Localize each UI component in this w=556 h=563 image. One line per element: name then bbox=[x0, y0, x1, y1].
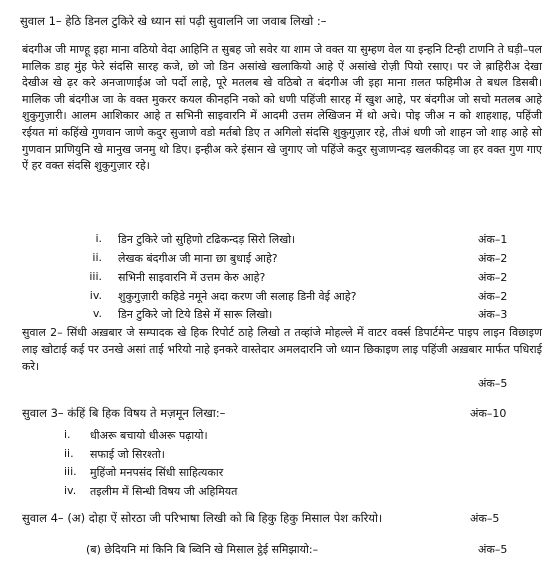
topic-number: iv. bbox=[64, 484, 77, 497]
sub-text: लेखक बंदगीअ जी माना छा बुधाई आहे? bbox=[118, 252, 278, 265]
sub-number: v. bbox=[92, 307, 102, 320]
question-3-topic-1 bbox=[0, 428, 556, 446]
question-1-title: सुवाल 1– हेठि डिनल टुकिरे खे ध्यान सां पढ़ी सुवालनि जा जवाब लिखो :– bbox=[20, 14, 327, 28]
question-4b-marks: अंक–5 bbox=[478, 543, 508, 556]
sub-number: iv. bbox=[89, 289, 102, 302]
question-1-sub-3 bbox=[0, 270, 556, 288]
topic-number: i. bbox=[64, 428, 71, 441]
sub-marks: अंक–2 bbox=[478, 252, 508, 265]
sub-marks: अंक–3 bbox=[478, 308, 508, 321]
question-3-topic-3 bbox=[0, 465, 556, 483]
topic-text: सफाई जो सिरश्तो। bbox=[90, 448, 165, 461]
topic-number: ii. bbox=[64, 447, 74, 460]
sub-number: i. bbox=[95, 232, 102, 245]
topic-text: मुहिंजो मनपसंद सिंधी साहित्यकार bbox=[90, 466, 224, 479]
question-1-sub-1 bbox=[0, 232, 556, 250]
sub-text: सभिनी साइवारनि में उत्तम केरु आहे? bbox=[118, 271, 266, 284]
question-2-marks: अंक–5 bbox=[478, 377, 508, 390]
question-1-sub-2 bbox=[0, 251, 556, 269]
question-4b-text: (ब) छेदियनि मां किनि बि ब्विनि खे मिसाल ट्ठेई समिझायो:– bbox=[86, 543, 319, 556]
sub-marks: अंक–1 bbox=[478, 233, 508, 246]
question-3-marks: अंक–10 bbox=[470, 407, 507, 420]
sub-text: डिन टुकिरे जो टिये डिसे में सारू लिखो। bbox=[118, 308, 273, 321]
topic-text: तइलीम में सिन्धी विषय जी अहिमियत bbox=[90, 485, 238, 498]
sub-marks: अंक–2 bbox=[478, 290, 508, 303]
question-1-passage: बंदगीअ जी माण्हू इहा माना वठियो वेदा आहिनि त सुबह जो सवेर या शाम जे वक्त या सुम्हण वेल या इन्हनि टिन्ही टाणनि ते घड़ी–पल मालिक डाह मुंह फेरे संदसि सारह कजे, छो जो डिन असांखे खलाकियो आहे ऐं असांखे रोज़ी पियो रसाए। पर जे ब़ाहिरीअ देखा देखीअ खे ढ़र करे अनजाणाईअ जो पर्दो लाहे, पूरे मतलब खे वठिबो त बंदगीअ जी इहा माना ग़लत फहिमीअ ते बधल डिसबी। मालिक जी बंदगीअ जा के वक्त मुकरर कयल कीनहनि नको को धणी पहिंजी सारह में खुश आहे, पर बंदगीअ जो सचो मतलब आहे शुकुगुज़ारी। आलम आशिकार आहे त सभिनी साइवारनि में आदमी उत्तम लेखिजन में थो अचे। पोइ जीअ न को शाहशाह, पहिंजी रईयत मां कहिंखे गुणवान जाणे कदुर सुजाणे वडो मर्तबो डिए त अगिलो संदसि शुकुगुज़ार रहे, तीअं धणी जो शाहन जो शाह आहे सो गुणवान प्राणियुनि खे मानुख जनमु थो डिए। इन्हीअ करे इंसान खे जुगाए जो पहिंजे कदुर सुजाणन्दड़ खलकीदड़ जा हर वक्त गुण गाए ऐं हर वक्त संदसि शुकुगुज़ार रहे। bbox=[22, 43, 542, 173]
topic-number: iii. bbox=[64, 465, 77, 478]
question-4a-text: सुवाल 4– (अ) दोहा ऐं सोरठा जी परिभाषा लिखी को बि हिकु हिकु मिसाल पेश करियो। bbox=[22, 511, 383, 525]
question-3-topic-4 bbox=[0, 484, 556, 502]
question-2-text: सुवाल 2– सिंधी अख़बार जे सम्पादक खे हिक रिपोर्ट ठाहे लिखो त तव्हांजे मोहल्ले में वाटर वर्क्स डिपार्टमेन्ट पाइप लाइन विछाइण लाइ खोटाई कई पर उनखे असां ताई भरियो नाहे इनकरे वास्तेदार अमलदारनि जो ध्यान छिकाइण लाइ पहिंजी अख़बार मार्फत पधिराई करे। bbox=[22, 326, 542, 373]
sub-text: डिन टुकिरे जो सुहिणो टढिकन्दड़ सिरो लिखो। bbox=[118, 233, 296, 246]
sub-number: ii. bbox=[92, 251, 102, 264]
topic-text: धीअरू बचायो धीअरू पढ़ायो। bbox=[90, 429, 208, 442]
question-3-title: सुवाल 3– कंहिं बि हिक विषय ते मज़मून लिखा:– bbox=[22, 406, 226, 420]
question-3-topic-2 bbox=[0, 447, 556, 465]
sub-marks: अंक–2 bbox=[478, 271, 508, 284]
sub-number: iii. bbox=[89, 270, 102, 283]
sub-text: शुकुगुज़ारी कहिडे नमूने अदा करण जी सलाह डिनी वेई आहे? bbox=[118, 290, 357, 303]
question-1-sub-5 bbox=[0, 307, 556, 325]
question-4a-marks: अंक–5 bbox=[470, 512, 500, 525]
question-1-sub-4 bbox=[0, 289, 556, 307]
